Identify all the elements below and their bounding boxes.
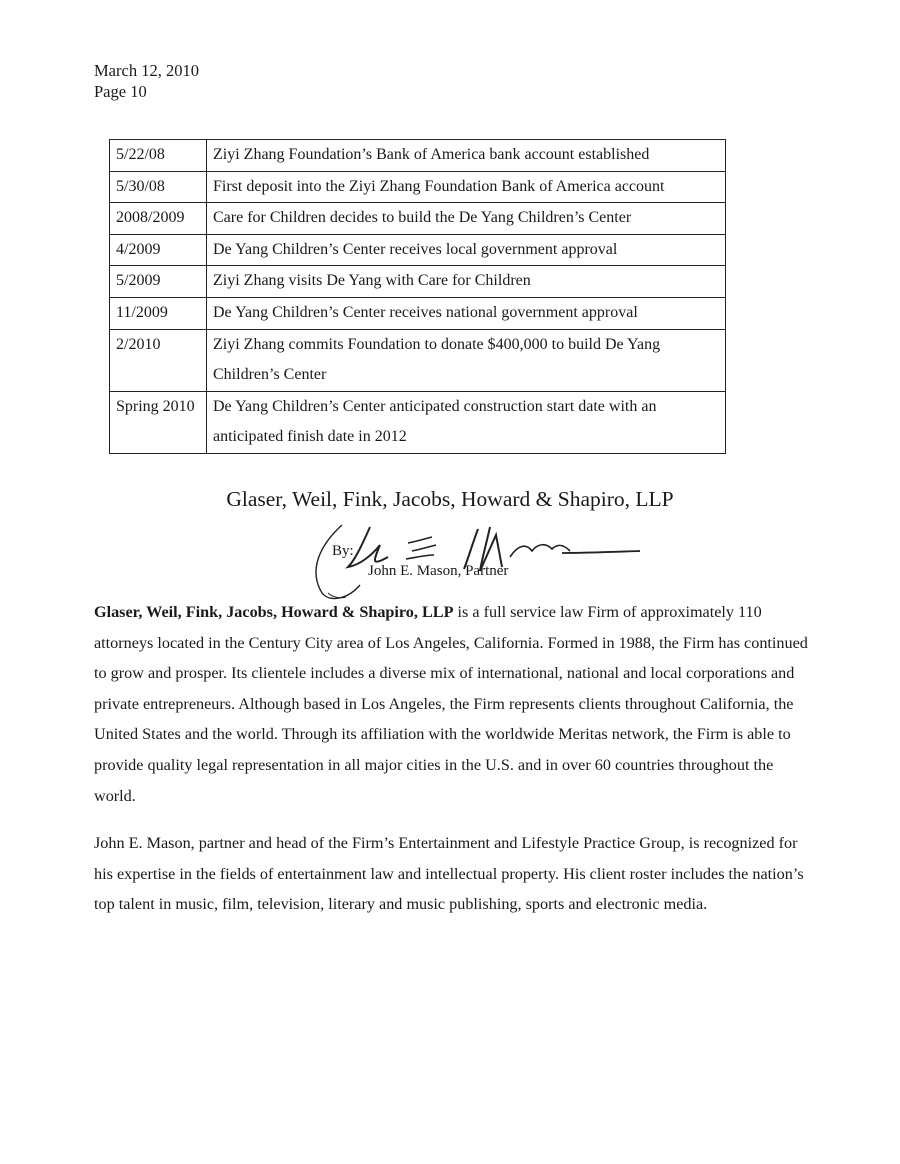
timeline-row [110,297,726,329]
timeline-date: 5/2009 [110,266,207,298]
firm-name-bold: Glaser, Weil, Fink, Jacobs, Howard & Shapiro, LLP [94,603,454,621]
timeline-body [110,140,726,454]
firm-signature-name: Glaser, Weil, Fink, Jacobs, Howard & Shapiro, LLP [226,487,674,511]
timeline-date: 5/30/08 [110,171,207,203]
timeline-event: Care for Children decides to build the De Yang Children’s Center [207,203,726,235]
timeline-row [110,234,726,266]
signer-name: John E. Mason, Partner [368,563,509,579]
timeline-event: De Yang Children’s Center anticipated construction start date with an anticipated finish date in 2012 [207,391,726,453]
timeline-row [110,266,726,298]
timeline-event: De Yang Children’s Center receives local government approval [207,234,726,266]
timeline-event: First deposit into the Ziyi Zhang Foundation Bank of America account [207,171,726,203]
timeline-event: Ziyi Zhang commits Foundation to donate $400,000 to build De Yang Children’s Center [207,329,726,391]
timeline-date: 2008/2009 [110,203,207,235]
timeline-date: 11/2009 [110,297,207,329]
timeline-date: 2/2010 [110,329,207,391]
mason-bio-paragraph: John E. Mason, partner and head of the Firm’s Entertainment and Lifestyle Practice Group, is recognized for his expertise in the fields of entertainment law and intellectual property. His client roster includes the nation’s top talent in music, film, television, literary and music publishing, sports and electronic media. [94,834,804,914]
timeline-row [110,391,726,453]
timeline-date: 5/22/08 [110,140,207,172]
page-header [94,60,199,102]
timeline-table [109,139,726,454]
firm-description-paragraph [94,597,814,811]
timeline-row [110,203,726,235]
letter-date: March 12, 2010 [94,61,199,80]
timeline-event: Ziyi Zhang visits De Yang with Care for Children [207,266,726,298]
handwritten-signature [300,515,660,605]
firm-description-text: is a full service law Firm of approximately 110 attorneys located in the Century City area of Los Angeles, California. Formed in 1988, the Firm has continued to grow and prosper. Its clientele includes a diverse mix of international, national and local corporations and private entrepreneurs. Although based in Los Angeles, the Firm represents clients throughout California, the United States and the world. Through its affiliation with the worldwide Meritas network, the Firm is able to provide quality legal representation in all major cities in the U.S. and in over 60 countries throughout the world. [94,603,808,805]
timeline-row [110,171,726,203]
page-number: Page 10 [94,82,147,101]
by-label: By: [332,543,354,559]
timeline-date: Spring 2010 [110,391,207,453]
timeline-row [110,329,726,391]
timeline-row [110,140,726,172]
timeline-event: De Yang Children’s Center receives national government approval [207,297,726,329]
timeline-event: Ziyi Zhang Foundation’s Bank of America bank account established [207,140,726,172]
timeline-date: 4/2009 [110,234,207,266]
